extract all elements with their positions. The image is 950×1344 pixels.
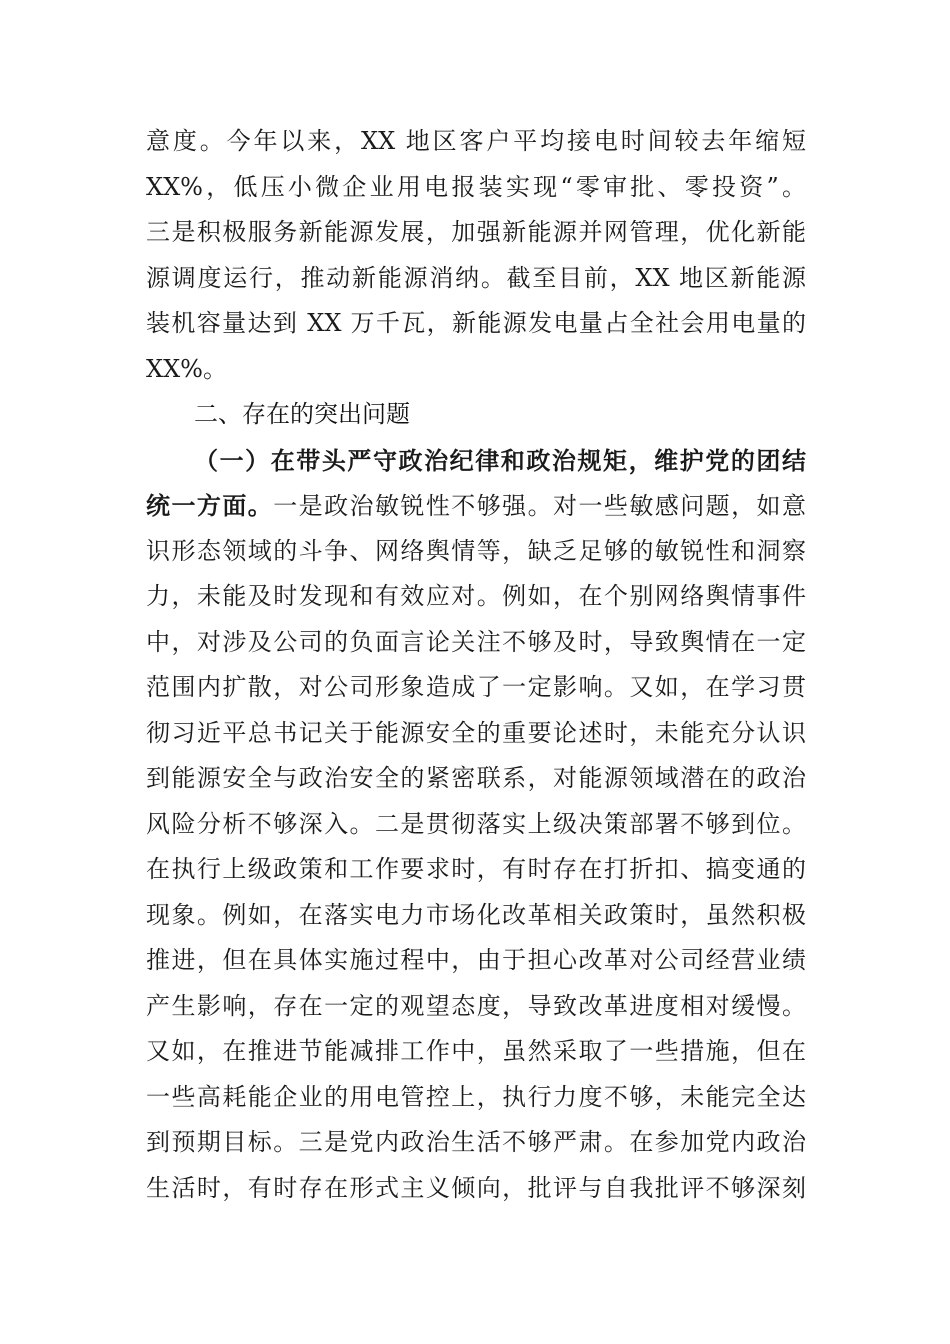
paragraph-line: 到能源安全与政治安全的紧密联系，对能源领域潜在的政治 [146,764,806,792]
paragraph-line: 生活时，有时存在形式主义倾向，批评与自我批评不够深刻 [146,1173,806,1202]
paragraph-line: 装机容量达到 XX 万千瓦，新能源发电量占全社会用电量的 [146,309,806,337]
paragraph-text: 一是政治敏锐性不够强。对一些敏感问题，如意 [273,492,807,520]
section-heading: 二、存在的突出问题 [194,400,410,428]
paragraph-line: 在执行上级政策和工作要求时，有时存在打折扣、搞变通的 [146,855,806,883]
paragraph-line: 推进，但在具体实施过程中，由于担心改革对公司经营业绩 [146,946,806,974]
paragraph-line: 中，对涉及公司的负面言论关注不够及时，导致舆情在一定 [146,627,806,656]
paragraph-line [146,483,806,529]
document-body [146,119,806,1211]
paragraph-line: 又如，在推进节能减排工作中，虽然采取了一些措施，但在 [146,1037,806,1065]
subsection-title-end: 统一方面。 [146,491,274,520]
paragraph-line: 三是积极服务新能源发展，加强新能源并网管理，优化新能 [146,218,806,246]
paragraph-line: 一些高耗能企业的用电管控上，执行力度不够，未能完全达 [146,1082,806,1111]
paragraph-line: XX%，低压小微企业用电报装实现“零审批、零投资”。 [146,172,806,201]
paragraph-line: 彻习近平总书记关于能源安全的重要论述时，未能充分认识 [146,718,806,747]
subsection-title: （一）在带头严守政治纪律和政治规矩，维护党的团结 [194,445,806,475]
paragraph-line: 到预期目标。三是党内政治生活不够严肃。在参加党内政治 [146,1128,806,1156]
paragraph-line: 风险分析不够深入。二是贯彻落实上级决策部署不够到位。 [146,809,806,838]
paragraph-line: 源调度运行，推动新能源消纳。截至目前，XX 地区新能源 [146,263,806,292]
paragraph-line: 意度。今年以来，XX 地区客户平均接电时间较去年缩短 [146,127,806,155]
paragraph-line: 产生影响，存在一定的观望态度，导致改革进度相对缓慢。 [146,991,806,1020]
paragraph-line: 力，未能及时发现和有效应对。例如，在个别网络舆情事件 [146,582,806,610]
paragraph-line: 现象。例如，在落实电力市场化改革相关政策时，虽然积极 [146,900,806,929]
paragraph-line: 范围内扩散，对公司形象造成了一定影响。又如，在学习贯 [146,673,806,701]
paragraph-line: 识形态领域的斗争、网络舆情等，缺乏足够的敏锐性和洞察 [146,536,806,565]
paragraph-line: XX%。 [146,354,227,383]
